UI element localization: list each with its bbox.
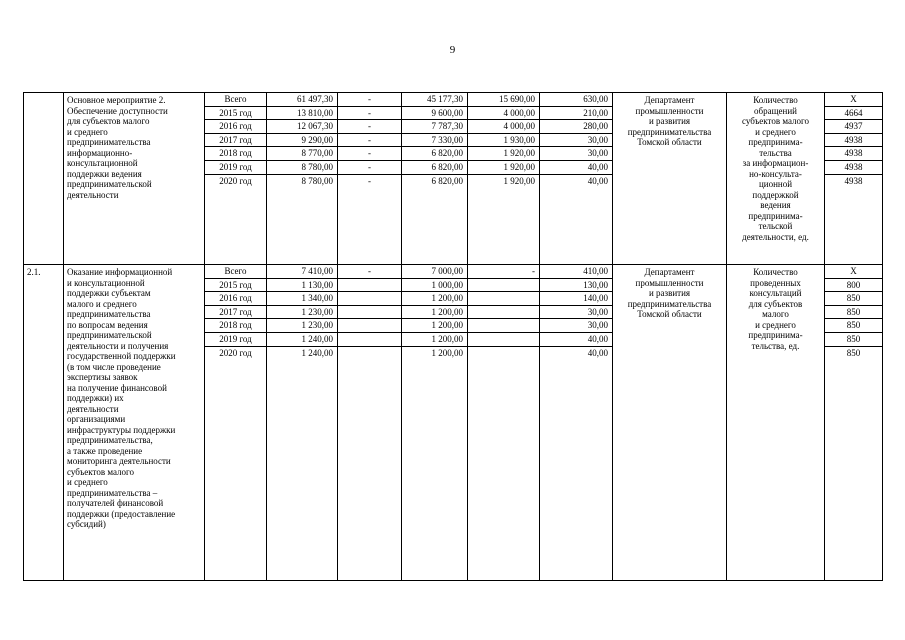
table-row: [24, 93, 883, 265]
year-cell-value: 2015 год: [205, 107, 266, 121]
measure-name-text: Оказание информационной и консультационной поддержки субъектам малого и среднего предпринимательства по вопросам ведения предпринимательской деятельности и получения государственной поддержки (в том числе проведение экспертизы заявок на получение финансовой поддержки) их деятельности организациями инфраструктуры поддержки предпринимательства, а также проведение мониторинга деятельности субъектов малого и среднего предпринимательства – получателей финансовой поддержки (предоставление субсидий): [67, 267, 176, 529]
indicator-value-value: 850: [825, 292, 882, 306]
regional-amount-value: 9 600,00: [402, 107, 467, 121]
regional-amount-value: 1 200,00: [402, 292, 467, 306]
year-cell-value: 2016 год: [205, 120, 266, 134]
year-cell: [205, 265, 267, 581]
regional-amount-value: 1 200,00: [402, 306, 467, 320]
extra-amount-value: 40,00: [540, 333, 612, 347]
year-cell-value: Всего: [205, 93, 266, 107]
local-amount-value: [468, 279, 539, 293]
year-cell-value: 2018 год: [205, 319, 266, 333]
year-cell-value: 2019 год: [205, 161, 266, 175]
measure-name-text: Основное мероприятие 2. Обеспечение доступности для субъектов малого и среднего предпринимательства информационно- консультационной поддержки ведения предпринимательской деятельности: [67, 95, 168, 200]
indicator-value-value: 4664: [825, 107, 882, 121]
total-amount-value: 8 780,00: [301, 175, 333, 186]
year-cell-value: 2017 год: [205, 306, 266, 320]
year-cell-value: 2016 год: [205, 292, 266, 306]
local-amount-value: 1 920,00: [468, 161, 539, 175]
federal-amount-value: -: [338, 161, 401, 175]
local-amount-value: [468, 319, 539, 333]
year-cell-value: 2015 год: [205, 279, 266, 293]
year-cell-value: 2020 год: [219, 175, 252, 186]
extra-amount: [540, 265, 613, 581]
extra-amount-value: 30,00: [540, 147, 612, 161]
federal-amount-value: [338, 347, 401, 360]
regional-amount-value: 7 330,00: [402, 134, 467, 148]
total-amount-value: 8 770,00: [267, 147, 337, 161]
federal-amount-value: [338, 279, 401, 293]
local-amount: [468, 93, 540, 265]
measure-name: [64, 265, 205, 581]
total-amount: [267, 93, 338, 265]
indicator-value-value: 800: [825, 279, 882, 293]
extra-amount-value: 40,00: [587, 175, 608, 186]
regional-amount-value: 7 787,30: [402, 120, 467, 134]
local-amount-value: 4 000,00: [468, 107, 539, 121]
regional-amount: [402, 265, 468, 581]
regional-amount-value: 1 200,00: [431, 347, 463, 358]
executor-text: Департамент промышленности и развития предпринимательства Томской области: [627, 267, 712, 319]
total-amount-value: 8 780,00: [267, 161, 337, 175]
extra-amount-value: 210,00: [540, 107, 612, 121]
program-table: [23, 92, 883, 581]
local-amount-value: [468, 347, 539, 360]
local-amount-value: -: [468, 265, 539, 279]
total-amount-value: 12 067,30: [267, 120, 337, 134]
year-cell-value: 2018 год: [205, 147, 266, 161]
indicator-value-value: 4937: [825, 120, 882, 134]
regional-amount-value: 45 177,30: [402, 93, 467, 107]
extra-amount-value: 30,00: [540, 134, 612, 148]
year-cell: [205, 93, 267, 265]
federal-amount-value: -: [338, 107, 401, 121]
total-amount-value: 1 230,00: [267, 319, 337, 333]
indicator-value-value: 850: [825, 333, 882, 347]
total-amount-value: 1 230,00: [267, 306, 337, 320]
regional-amount-value: 1 200,00: [402, 333, 467, 347]
row-number: [24, 93, 64, 265]
federal-amount-value: -: [368, 175, 371, 186]
regional-amount: [402, 93, 468, 265]
total-amount-value: 61 497,30: [267, 93, 337, 107]
indicator-value-value: Х: [825, 265, 882, 279]
local-amount-value: [468, 333, 539, 347]
indicator-value-value: 850: [825, 319, 882, 333]
indicator-name-text: Количество обращений субъектов малого и среднего предпринима- тельства за информацион- но-консульта- ционной поддержкой ведения предпринима- тельской деятельности, ед.: [742, 95, 809, 242]
federal-amount: [338, 265, 402, 581]
indicator-value-value: 850: [846, 347, 861, 358]
extra-amount-value: 40,00: [587, 347, 608, 358]
local-amount-value: 1 930,00: [468, 134, 539, 148]
executor-text: Департамент промышленности и развития предпринимательства Томской области: [627, 95, 712, 147]
extra-amount-value: 410,00: [540, 265, 612, 279]
federal-amount-value: [338, 306, 401, 320]
executor: [613, 265, 727, 581]
measure-name: [64, 93, 205, 265]
regional-amount-value: 6 820,00: [402, 161, 467, 175]
extra-amount-value: 630,00: [540, 93, 612, 107]
year-cell-value: 2020 год: [219, 347, 252, 358]
indicator-name: [727, 93, 825, 265]
federal-amount: [338, 93, 402, 265]
extra-amount-value: 30,00: [540, 319, 612, 333]
regional-amount-value: 6 820,00: [402, 147, 467, 161]
indicator-value-value: 4938: [844, 175, 863, 186]
total-amount-value: 1 130,00: [267, 279, 337, 293]
local-amount-value: 1 920,00: [503, 175, 535, 186]
federal-amount-value: -: [338, 134, 401, 148]
federal-amount-value: -: [338, 93, 401, 107]
row-number-text: 2.1.: [27, 267, 41, 277]
extra-amount-value: 140,00: [540, 292, 612, 306]
indicator-value: [825, 93, 883, 265]
federal-amount-value: [338, 292, 401, 306]
total-amount-value: 1 340,00: [267, 292, 337, 306]
regional-amount-value: 1 000,00: [402, 279, 467, 293]
indicator-name: [727, 265, 825, 581]
total-amount-value: 1 240,00: [301, 347, 333, 358]
extra-amount: [540, 93, 613, 265]
local-amount-value: 15 690,00: [468, 93, 539, 107]
federal-amount-value: -: [338, 120, 401, 134]
federal-amount-value: -: [338, 147, 401, 161]
extra-amount-value: 30,00: [540, 306, 612, 320]
indicator-value-value: 4938: [825, 147, 882, 161]
local-amount-value: 4 000,00: [468, 120, 539, 134]
row-number: [24, 265, 64, 581]
indicator-name-text: Количество проведенных консультаций для субъектов малого и среднего предпринима- тельства, ед.: [748, 267, 803, 351]
year-cell-value: Всего: [205, 265, 266, 279]
regional-amount-value: 1 200,00: [402, 319, 467, 333]
federal-amount-value: -: [338, 265, 401, 279]
extra-amount-value: 130,00: [540, 279, 612, 293]
page-number: 9: [449, 44, 456, 56]
total-amount-value: 13 810,00: [267, 107, 337, 121]
row-number-text: [24, 93, 63, 97]
year-cell-value: 2019 год: [205, 333, 266, 347]
federal-amount-value: [338, 319, 401, 333]
indicator-value-value: 850: [825, 306, 882, 320]
local-amount-value: [468, 292, 539, 306]
regional-amount-value: 7 000,00: [402, 265, 467, 279]
table-row: [24, 265, 883, 581]
year-cell-value: 2017 год: [205, 134, 266, 148]
indicator-value-value: 4938: [825, 134, 882, 148]
indicator-value-value: Х: [825, 93, 882, 107]
total-amount-value: 7 410,00: [267, 265, 337, 279]
total-amount-value: 9 290,00: [267, 134, 337, 148]
regional-amount-value: 6 820,00: [431, 175, 463, 186]
total-amount: [267, 265, 338, 581]
extra-amount-value: 40,00: [540, 161, 612, 175]
local-amount-value: [468, 306, 539, 320]
indicator-value-value: 4938: [825, 161, 882, 175]
total-amount-value: 1 240,00: [267, 333, 337, 347]
indicator-value: [825, 265, 883, 581]
local-amount-value: 1 920,00: [468, 147, 539, 161]
extra-amount-value: 280,00: [540, 120, 612, 134]
local-amount: [468, 265, 540, 581]
executor: [613, 93, 727, 265]
federal-amount-value: [338, 333, 401, 347]
